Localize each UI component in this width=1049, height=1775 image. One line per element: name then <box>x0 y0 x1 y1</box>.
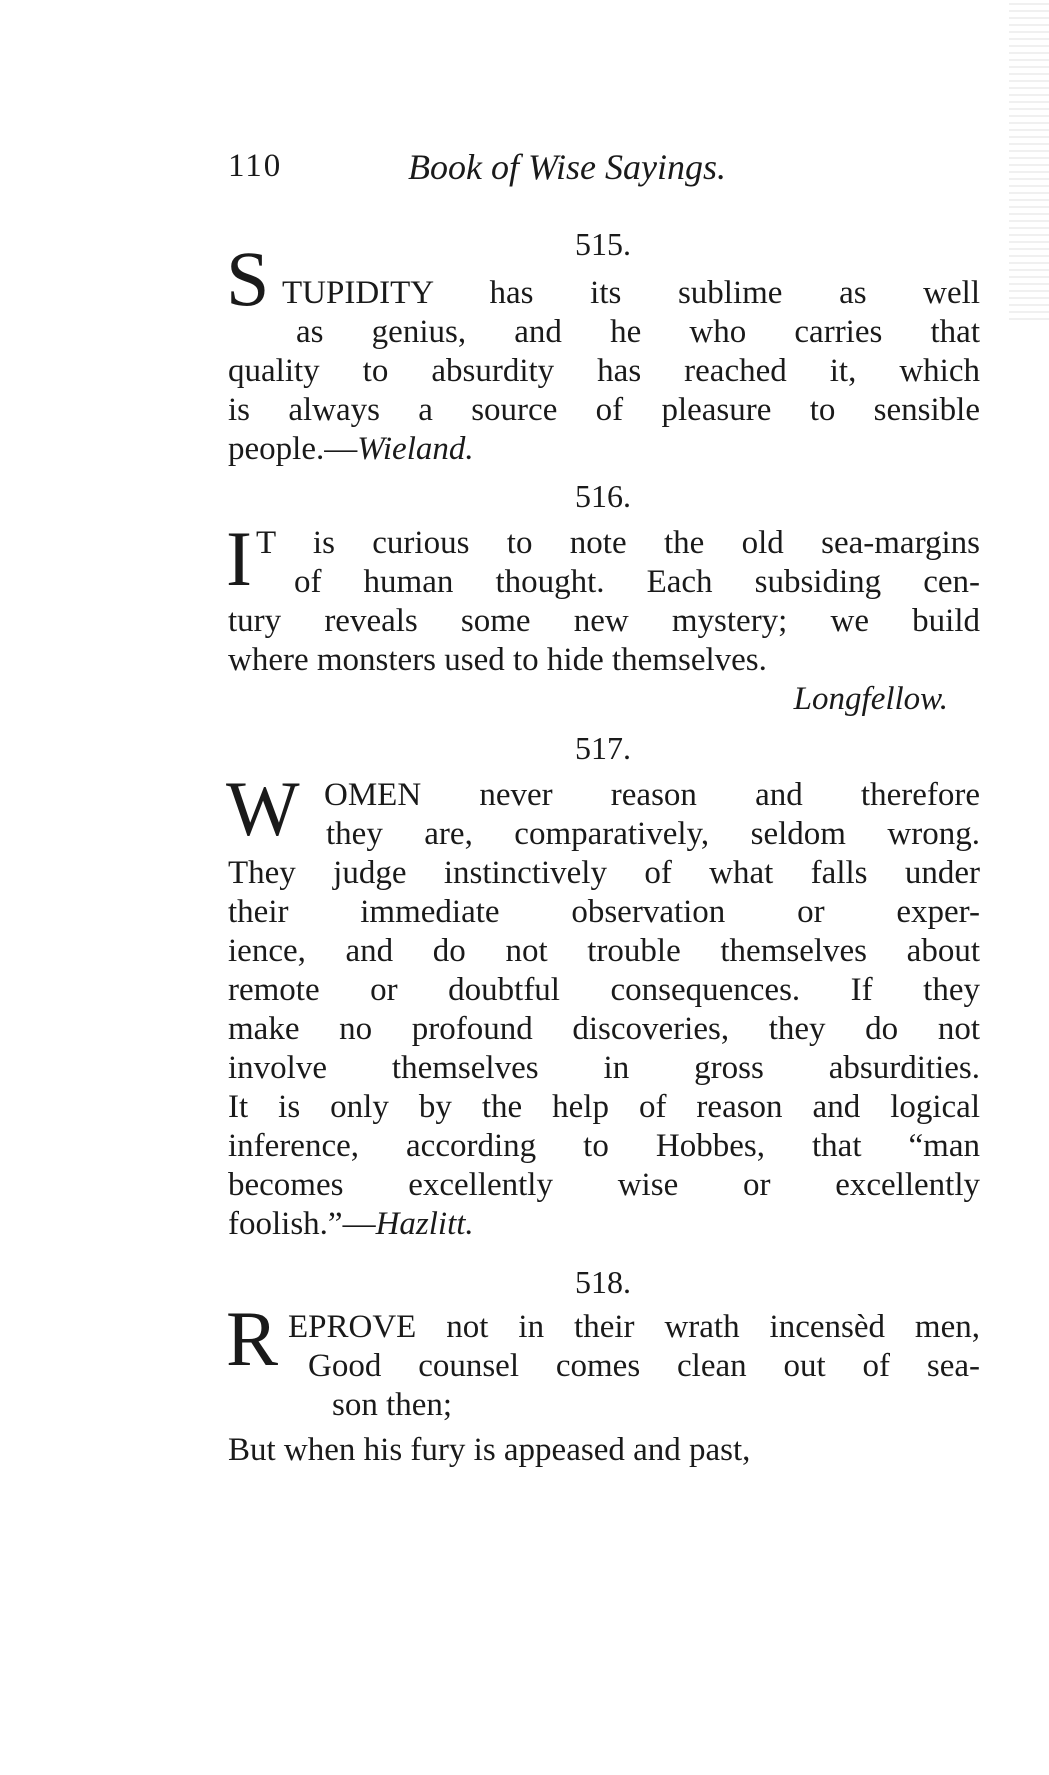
entry-number: 518. <box>575 1264 631 1300</box>
drop-cap: R <box>226 1295 279 1382</box>
text-line: But when his fury is appeased and past, <box>228 1432 751 1468</box>
text-line: They judge instinctively of what falls under <box>228 855 980 891</box>
text-line: T is curious to note the old sea-margins <box>256 525 980 561</box>
running-title: Book of Wise Sayings. <box>408 147 726 187</box>
entry-number: 515. <box>575 226 631 262</box>
text-line: son then; <box>332 1387 453 1423</box>
text-line-final <box>228 430 980 469</box>
text-line: remote or doubtful consequences. If they <box>228 972 980 1008</box>
text-line: tury reveals some new mystery; we build <box>228 603 980 639</box>
text-line: they are, comparatively, seldom wrong. <box>326 816 980 852</box>
text-line: of human thought. Each subsiding cen- <box>294 564 980 600</box>
text-line: is always a source of pleasure to sensible <box>228 392 980 428</box>
attribution: Hazlitt. <box>375 1206 474 1242</box>
text-line: foolish.”— <box>228 1206 376 1242</box>
text-line: as genius, and he who carries that <box>296 314 980 350</box>
text-line: It is only by the help of reason and logical <box>228 1089 980 1125</box>
text-line: EPROVE not in their wrath incensèd men, <box>288 1309 980 1345</box>
entry-number: 516. <box>575 478 631 514</box>
text-line: inference, according to Hobbes, that “man <box>228 1128 980 1164</box>
scan-edge-speckle <box>1009 0 1049 320</box>
text-line: make no profound discoveries, they do not <box>228 1011 980 1047</box>
drop-cap: W <box>226 765 300 852</box>
saying-517 <box>228 776 980 1244</box>
text-line: their immediate observation or exper- <box>228 894 980 930</box>
page-header <box>228 148 978 192</box>
entry-number: 517. <box>575 730 631 766</box>
page-number: 110 <box>228 148 283 184</box>
attribution: Longfellow. <box>793 681 948 717</box>
drop-cap: I <box>226 515 252 602</box>
text-line-final <box>228 1205 980 1244</box>
text-line: OMEN never reason and therefore <box>324 777 980 813</box>
text-line: becomes excellently wise or excellently <box>228 1167 980 1203</box>
saying-518 <box>228 1308 980 1470</box>
text-line: quality to absurdity has reached it, which <box>228 353 980 389</box>
saying-515 <box>228 274 980 469</box>
text-line: where monsters used to hide themselves. <box>228 642 767 678</box>
attribution: Wieland. <box>357 431 474 467</box>
text-line: people.— <box>228 431 358 467</box>
text-line: involve themselves in gross absurdities. <box>228 1050 980 1086</box>
saying-516 <box>228 524 980 719</box>
drop-cap: S <box>226 235 270 322</box>
text-line: TUPIDITY has its sublime as well <box>282 275 980 311</box>
text-line: Good counsel comes clean out of sea- <box>308 1348 980 1384</box>
text-line: ience, and do not trouble themselves about <box>228 933 980 969</box>
